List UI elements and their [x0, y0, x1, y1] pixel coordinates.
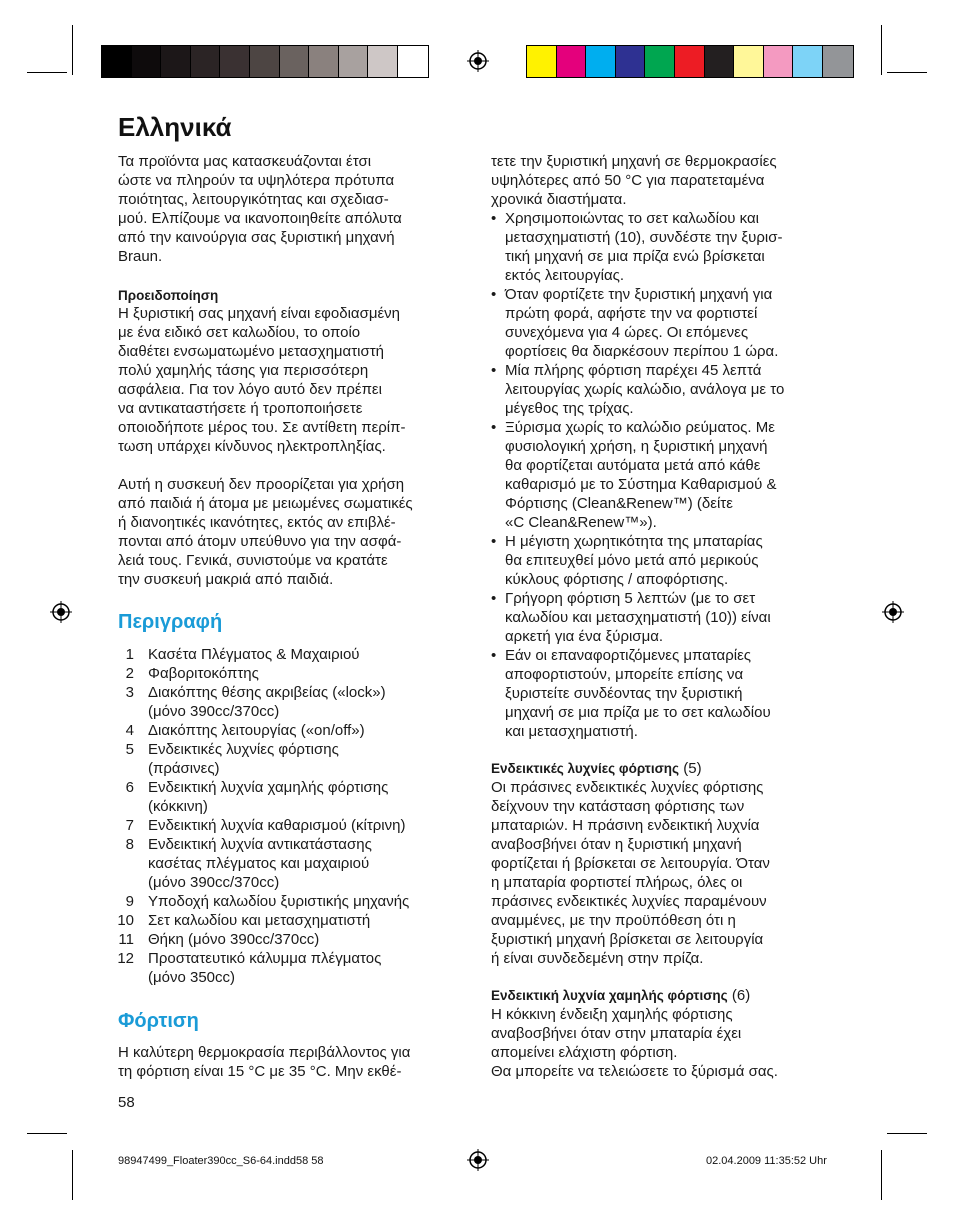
text-line: τη φόρτιση είναι 15 °C με 35 °C. Μην εκθέ- [118, 1063, 402, 1080]
text-line: μέγεθος της τρίχας. [505, 400, 634, 417]
text-line: πρώτη φορά, αφήστε την να φορτιστεί [505, 305, 758, 322]
text-line: την συσκευή μακριά από παιδιά. [118, 571, 334, 588]
text-line: Υποδοχή καλωδίου ξυριστικής μηχανής [148, 893, 410, 910]
text-line: υψηλότερες από 50 °C για παρατεταμένα [491, 172, 765, 189]
text-line: θα φορτίζεται αυτόματα μετά από κάθε [505, 457, 761, 474]
color-swatch [280, 46, 310, 77]
charging-bullet-list [491, 209, 836, 749]
item-number: 3 [125, 684, 134, 701]
bullet-icon: • [491, 533, 497, 550]
text-line: δείχνουν την κατάσταση φόρτισης των [491, 798, 745, 815]
color-swatch [191, 46, 221, 77]
item-number: 12 [117, 950, 134, 967]
text-line: κύκλους φόρτισης / αποφόρτισης. [505, 571, 729, 588]
text-line: και μετασχηματιστή. [505, 723, 638, 740]
text-line: Η μέγιστη χωρητικότητα της μπαταρίας [505, 533, 763, 550]
text-line: Ξύρισμα χωρίς το καλώδιο ρεύματος. Με [505, 419, 775, 436]
text-line: (μόνο 350cc) [148, 969, 236, 986]
text-line: ώστε να πληρούν τα υψηλότερα πρότυπα [118, 172, 395, 189]
color-swatch [527, 46, 557, 77]
charge-lights-paragraph [491, 778, 836, 968]
text-line: Ενδεικτική λυχνία αντικατάστασης [148, 836, 372, 853]
text-line: Φαβοριτοκόπτης [148, 665, 259, 682]
text-line: μετασχηματιστή (10), συνδέστε την ξυρισ- [505, 229, 783, 246]
text-line: ποιότητας, λειτουργικότητας και σχεδιασ- [118, 191, 389, 208]
registration-mark-icon [882, 601, 904, 623]
text-line: Ενδεικτικές λυχνίες φόρτισης [148, 741, 339, 758]
text-line: Προστατευτικό κάλυμμα πλέγματος [148, 950, 382, 967]
text-line: ασφάλεια. Για τον λόγο αυτό δεν πρέπει [118, 381, 382, 398]
text-line: πονται από άτομν υπεύθυνο για την ασφά- [118, 533, 402, 550]
color-swatch [557, 46, 587, 77]
item-number: 10 [117, 912, 134, 929]
item-number: 11 [118, 931, 134, 948]
text-line: Διακόπτης θέσης ακριβείας («lock») [148, 684, 386, 701]
bullet-icon: • [491, 362, 497, 379]
text-line: Κασέτα Πλέγματος & Μαχαιριού [148, 646, 360, 663]
text-line: χρονικά διαστήματα. [491, 191, 627, 208]
text-line: αρκετή για ένα ξύρισμα. [505, 628, 664, 645]
crop-mark [27, 1133, 67, 1134]
text-line: «C Clean&Renew™»). [505, 514, 657, 531]
text-line: η μπαταρία φορτιστεί πλήρως, όλες οι [491, 874, 743, 891]
text-line: Ενδεικτική λυχνία καθαρισμού (κίτρινη) [148, 817, 406, 834]
text-line: Χρησιμοποιώντας το σετ καλωδίου και [505, 210, 759, 227]
text-line: Θα μπορείτε να τελειώσετε το ξύρισμά σας. [491, 1063, 778, 1080]
text-line: Ενδεικτική λυχνία χαμηλής φόρτισης [148, 779, 389, 796]
text-line: τωση υπάρχει κίνδυνος ηλεκτροπληξίας. [118, 438, 386, 455]
bullet-icon: • [491, 647, 497, 664]
text-line: οποιοδήποτε μέρος του. Σε αντίθετη περίπ- [118, 419, 406, 436]
text-line: αποφορτιστούν, μπορείτε επίσης να [505, 666, 744, 683]
color-swatch [339, 46, 369, 77]
color-swatch [823, 46, 853, 77]
text-line: Όταν φορτίζετε την ξυριστική μηχανή για [505, 286, 773, 303]
crop-mark [881, 1150, 882, 1200]
color-swatch [616, 46, 646, 77]
low-charge-paragraph [491, 1005, 836, 1081]
text-line: Η κόκκινη ένδειξη χαμηλής φόρτισης [491, 1006, 733, 1023]
color-swatch [398, 46, 428, 77]
bullet-item [491, 285, 778, 361]
color-swatch [793, 46, 823, 77]
text-line: μπαταριών. Η πράσινη ενδεικτική λυχνία [491, 817, 760, 834]
color-swatch [132, 46, 162, 77]
text-line: Σετ καλωδίου και μετασχηματιστή [148, 912, 371, 929]
color-swatch [705, 46, 735, 77]
bullet-item [491, 418, 776, 532]
text-line: Τα προϊόντα μας κατασκευάζονται έτσι [118, 153, 372, 170]
text-line: Φόρτισης (Clean&Renew™) (δείτε [505, 495, 733, 512]
text-line: Μία πλήρης φόρτιση παρέχει 45 λεπτά [505, 362, 762, 379]
description-heading: Περιγραφή [118, 611, 223, 633]
text-line: ή διανοητικές ικανότητες, εκτός αν επιβλέ- [118, 514, 396, 531]
item-number: 5 [125, 741, 134, 758]
text-line: Διακόπτης λειτουργίας («on/off») [148, 722, 365, 739]
text-line: απομείνει ελάχιστη φόρτιση. [491, 1044, 678, 1061]
color-swatch [250, 46, 280, 77]
text-line: διαθέτει ενσωματωμένο μετασχηματιστή [118, 343, 385, 360]
text-line: Braun. [118, 248, 163, 265]
item-label [148, 911, 370, 930]
text-line: αναβοσβήνει όταν η ξυριστική μηχανή [491, 836, 742, 853]
text-line: Θήκη (μόνο 390cc/370cc) [148, 931, 320, 948]
bullet-icon: • [491, 210, 497, 227]
color-calibration-bar [526, 45, 854, 78]
color-swatch [220, 46, 250, 77]
item-label [148, 930, 319, 949]
crop-mark [27, 72, 67, 73]
item-label [148, 816, 405, 835]
text-line: τική μηχανή σε μια πρίζα ενώ βρίσκεται [505, 248, 765, 265]
bullet-icon: • [491, 590, 497, 607]
item-label [148, 683, 386, 721]
grey-calibration-bar [101, 45, 429, 78]
text-line: (μόνο 390cc/370cc) [148, 874, 280, 891]
text-line: αναβοσβήνει όταν στην μπαταρία έχει [491, 1025, 742, 1042]
text-line: φυσιολογική χρήση, η ξυριστική μηχανή [505, 438, 768, 455]
crop-mark [887, 1133, 927, 1134]
text-line: φορτίσεις θα διαρκέσουν περίπου 1 ώρα. [505, 343, 779, 360]
crop-mark [72, 1150, 73, 1200]
text-line: πράσινες ενδεικτικές λυχνίες παραμένουν [491, 893, 767, 910]
bullet-item [491, 209, 782, 285]
bullet-item [491, 589, 771, 646]
text-line: (πράσινες) [148, 760, 220, 777]
text-line: (κόκκινη) [148, 798, 208, 815]
color-swatch [586, 46, 616, 77]
item-label [148, 645, 360, 664]
text-line: Γρήγορη φόρτιση 5 λεπτών (με το σετ [505, 590, 756, 607]
text-line: Αυτή η συσκευή δεν προορίζεται για χρήση [118, 476, 405, 493]
text-line: από την καινούργια σας ξυριστική μηχανή [118, 229, 395, 246]
text-line: μού. Ελπίζουμε να ικανοποιηθείτε απόλυτα [118, 210, 402, 227]
item-number: 7 [125, 817, 134, 834]
intro-paragraph [118, 152, 463, 266]
bullet-item [491, 646, 771, 741]
charge-lights-ref: (5) [679, 760, 702, 777]
text-line: συνεχόμενα για 4 ώρες. Οι επόμενες [505, 324, 749, 341]
charge-lights-heading-line [491, 759, 702, 778]
crop-mark [887, 72, 927, 73]
registration-mark-icon [50, 601, 72, 623]
item-label [148, 721, 365, 740]
text-line: ή είναι συνδεδεμένη στην πρίζα. [491, 950, 704, 967]
text-line: Οι πράσινες ενδεικτικές λυχνίες φόρτισης [491, 779, 764, 796]
color-swatch [764, 46, 794, 77]
item-label [148, 835, 372, 892]
text-line: λειά τους. Γενικά, συνιστούμε να κρατάτε [118, 552, 388, 569]
registration-mark-icon [467, 1149, 489, 1171]
text-line: αναμμένες, με την προϋπόθεση ότι η [491, 912, 736, 929]
text-line: ξυριστική μηχανή βρίσκεται σε λειτουργία [491, 931, 764, 948]
color-swatch [734, 46, 764, 77]
item-label [148, 740, 339, 778]
text-line: με ένα ειδικό σετ καλωδίου, το οποίο [118, 324, 361, 341]
crop-mark [72, 25, 73, 75]
color-swatch [368, 46, 398, 77]
text-line: κασέτας πλέγματος και μαχαιριού [148, 855, 370, 872]
text-line: εκτός λειτουργίας. [505, 267, 625, 284]
footer-filename: 98947499_Floater390cc_S6-64.indd58 58 [118, 1155, 324, 1167]
page-number: 58 [118, 1094, 135, 1111]
safety-paragraph [118, 475, 463, 589]
text-line: από παιδιά ή άτομα με μειωμένες σωματικές [118, 495, 413, 512]
registration-mark-icon [467, 50, 489, 72]
text-line: Εάν οι επαναφορτιζόμενες μπαταρίες [505, 647, 751, 664]
text-line: (μόνο 390cc/370cc) [148, 703, 280, 720]
item-label [148, 664, 259, 683]
warning-paragraph [118, 304, 463, 456]
warning-heading: Προειδοποίηση [118, 288, 219, 303]
text-line: φορτίζεται ή βρίσκεται σε λειτουργία. Όταν [491, 855, 770, 872]
bullet-item [491, 532, 763, 589]
low-charge-heading-line [491, 986, 750, 1005]
low-charge-heading: Ενδεικτική λυχνία χαμηλής φόρτισης [491, 988, 728, 1003]
item-label [148, 778, 388, 816]
text-line: τετε την ξυριστική μηχανή σε θερμοκρασίες [491, 153, 777, 170]
low-charge-ref: (6) [727, 987, 751, 1004]
text-line: λειτουργίας χωρίς καλώδιο, ανάλογα με το [505, 381, 785, 398]
item-number: 8 [125, 836, 134, 853]
bullet-icon: • [491, 419, 497, 436]
text-line: μηχανή σε μια πρίζα με το σετ καλωδίου [505, 704, 771, 721]
item-number: 9 [125, 893, 134, 910]
color-swatch [309, 46, 339, 77]
text-line: Η καλύτερη θερμοκρασία περιβάλλοντος για [118, 1044, 411, 1061]
bullet-icon: • [491, 286, 497, 303]
page-title: Ελληνικά [118, 112, 232, 142]
text-line: να αντικαταστήσετε ή τροποποιήσετε [118, 400, 363, 417]
bullet-item [491, 361, 784, 418]
color-swatch [675, 46, 705, 77]
item-number: 1 [125, 646, 134, 663]
item-label [148, 949, 381, 987]
item-label [148, 892, 409, 911]
parts-list [116, 645, 466, 990]
footer-timestamp: 02.04.2009 11:35:52 Uhr [706, 1155, 827, 1167]
charge-lights-heading: Ενδεικτικές λυχνίες φόρτισης [491, 761, 680, 776]
color-swatch [161, 46, 191, 77]
charging-paragraph-continued [491, 152, 836, 209]
crop-mark [881, 25, 882, 75]
item-number: 4 [125, 722, 134, 739]
text-line: θα επιτευχθεί μόνο μετά από μερικούς [505, 552, 759, 569]
text-line: καθαρισμό με το Σύστημα Καθαρισμού & [505, 476, 777, 493]
text-line: πολύ χαμηλής τάσης για περισσότερη [118, 362, 369, 379]
charging-heading: Φόρτιση [118, 1010, 199, 1032]
color-swatch [645, 46, 675, 77]
text-line: καλωδίου και μετασχηματιστή (10)) είναι [505, 609, 771, 626]
charging-paragraph [118, 1043, 463, 1081]
text-line: Η ξυριστική σας μηχανή είναι εφοδιασμένη [118, 305, 401, 322]
color-swatch [102, 46, 132, 77]
item-number: 6 [125, 779, 134, 796]
text-line: ξυριστείτε συνδέοντας την ξυριστική [505, 685, 743, 702]
item-number: 2 [125, 665, 134, 682]
